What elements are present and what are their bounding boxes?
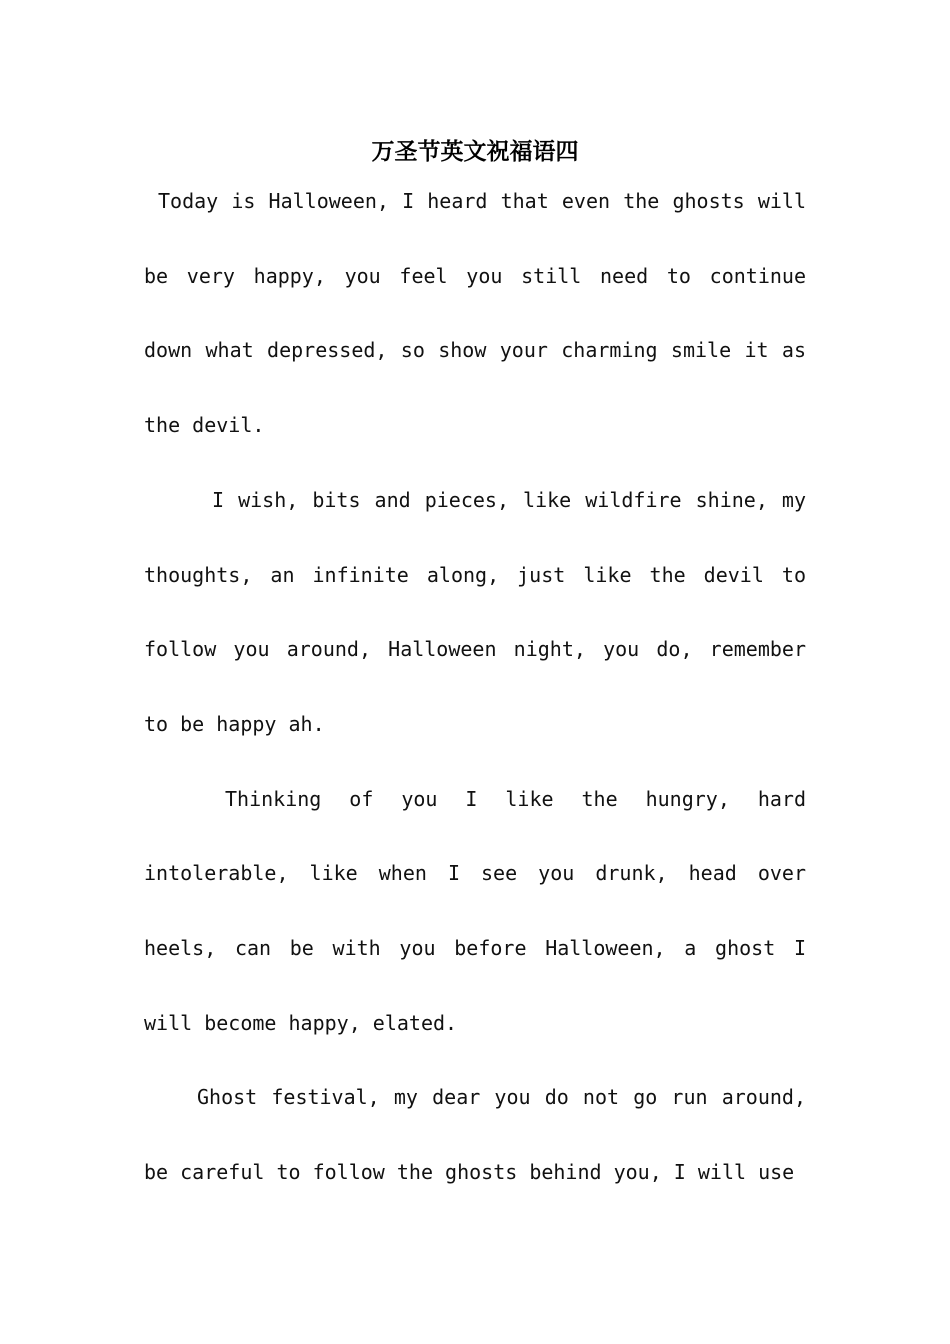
document-body	[144, 164, 806, 1210]
paragraph-3: Thinking of you I like the hungry, hard intolerable, like when I see you drunk, head over heels, can be with you before Halloween, a ghost I will become happy, elated.	[144, 786, 806, 1035]
paragraph-2: I wish, bits and pieces, like wildfire shine, my thoughts, an infinite along, just like the devil to follow you around, Halloween night, you do, remember to be happy ah.	[144, 487, 806, 736]
document-title: 万圣节英文祝福语四	[371, 138, 579, 165]
paragraph-1: Today is Halloween, I heard that even the ghosts will be very happy, you feel you still need to continue down what depressed, so show your charming smile it as the devil.	[144, 189, 806, 438]
paragraph-4: Ghost festival, my dear you do not go run around, be careful to follow the ghosts behind you, I will use	[144, 1085, 806, 1185]
